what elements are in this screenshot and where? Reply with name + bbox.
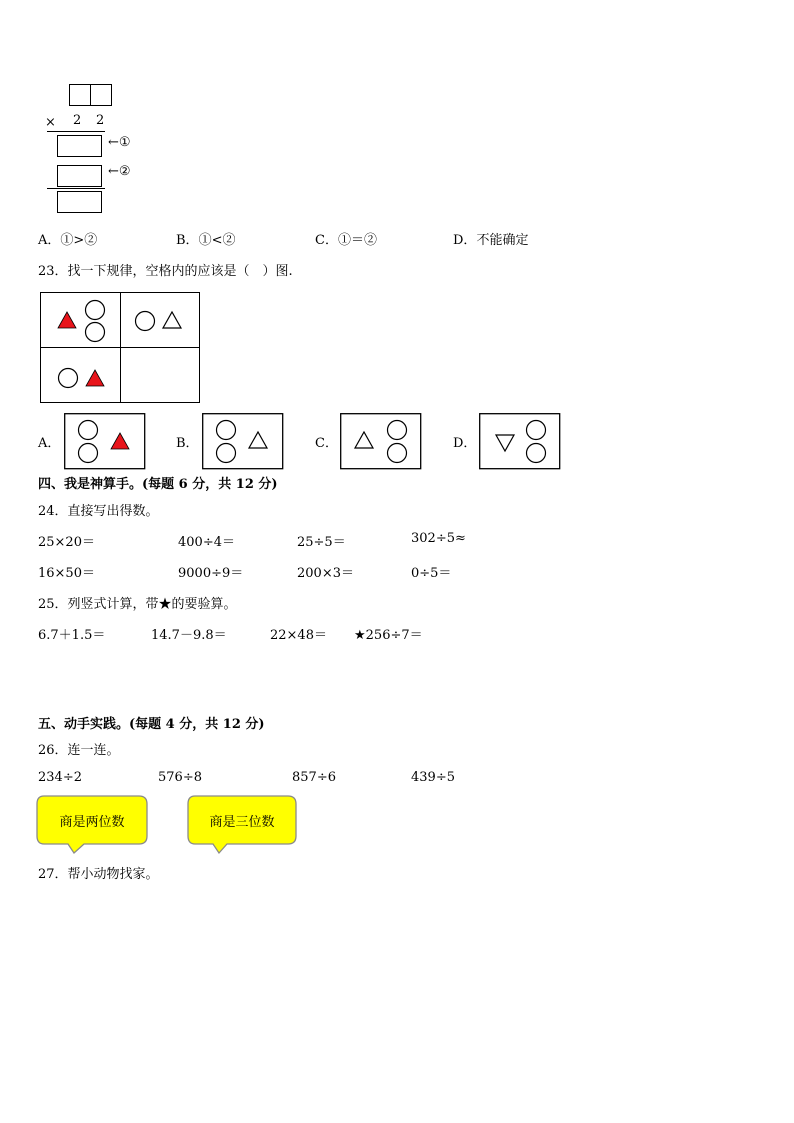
q24-item: 200×3＝ xyxy=(297,566,354,581)
option-letter: C． xyxy=(315,233,338,248)
bubble-two-digit-label: 商是两位数 xyxy=(59,814,125,830)
q24-item: 400÷4＝ xyxy=(178,535,235,550)
partial-product-box-2 xyxy=(57,165,102,187)
option-text: 不能确定 xyxy=(476,233,529,248)
q22-option-a xyxy=(38,229,97,248)
circle-icon xyxy=(388,421,407,440)
q25-item: 22×48＝ xyxy=(270,628,327,643)
option-text: ①＝② xyxy=(337,233,377,248)
red-triangle-icon xyxy=(86,370,104,386)
q23-question: 23．找一下规律，空格内的应该是（ ）图. xyxy=(38,264,293,279)
q22-option-c xyxy=(315,229,377,248)
option-text: ①<② xyxy=(198,233,236,248)
q24-item: 9000÷9＝ xyxy=(178,566,244,581)
q22-option-d xyxy=(453,229,528,248)
q24-item: 0÷5＝ xyxy=(411,566,452,581)
circle-icon xyxy=(79,444,98,463)
circle-icon xyxy=(388,444,407,463)
q23-option-c-letter: C． xyxy=(315,436,338,451)
q23-option-d-figure xyxy=(479,413,561,470)
times-sign: × xyxy=(45,115,56,130)
q25-item: 14.7－9.8＝ xyxy=(151,628,227,643)
q26-item: 576÷8 xyxy=(158,770,202,785)
triangle-icon xyxy=(163,312,181,328)
q26-item: 439÷5 xyxy=(411,770,455,785)
option-letter: D． xyxy=(453,233,477,248)
q24-item: 25÷5＝ xyxy=(297,535,346,550)
partial-product-box-1 xyxy=(57,135,102,157)
top-digit-box-1 xyxy=(69,84,91,106)
circle-icon xyxy=(79,421,98,440)
multiplier-digit-2: 2 xyxy=(96,113,105,128)
section-4-title: 四、我是神算手。(每题 6 分，共 12 分) xyxy=(38,477,278,492)
circle-icon xyxy=(86,323,105,342)
q23-option-b-letter: B． xyxy=(176,436,199,451)
q23-option-d-letter: D． xyxy=(453,436,477,451)
q24-item: 302÷5≈ xyxy=(411,531,466,546)
option-text: ①>② xyxy=(60,233,98,248)
q25-question: 25．列竖式计算，带★的要验算。 xyxy=(38,597,237,612)
top-digit-box-2 xyxy=(90,84,112,106)
multiplier-digit-1: 2 xyxy=(73,113,82,128)
option-letter: B． xyxy=(176,233,199,248)
triangle-icon xyxy=(249,432,267,448)
red-triangle-icon xyxy=(58,312,76,328)
q24-item: 25×20＝ xyxy=(38,535,95,550)
bubble-three-digit-label: 商是三位数 xyxy=(209,814,275,830)
q23-option-a-letter: A． xyxy=(38,436,61,451)
q26-item: 234÷2 xyxy=(38,770,82,785)
rule-line-2 xyxy=(47,188,105,189)
circle-icon xyxy=(527,444,546,463)
q25-item: ★256÷7＝ xyxy=(354,628,423,643)
q24-question: 24．直接写出得数。 xyxy=(38,504,159,519)
circle-icon xyxy=(59,369,78,388)
inverted-triangle-icon xyxy=(496,435,514,451)
q25-item: 6.7＋1.5＝ xyxy=(38,628,106,643)
arrow-label-1: ←① xyxy=(108,135,131,150)
red-triangle-icon xyxy=(111,433,129,449)
q23-option-b-figure xyxy=(202,413,284,470)
circle-icon xyxy=(217,421,236,440)
q22-option-b xyxy=(176,229,235,248)
q23-option-c-figure xyxy=(340,413,422,470)
circle-icon xyxy=(217,444,236,463)
triangle-icon xyxy=(355,432,373,448)
rule-line-1 xyxy=(47,131,105,132)
circle-icon xyxy=(86,301,105,320)
q23-option-a-figure xyxy=(64,413,146,470)
product-box xyxy=(57,191,102,213)
arrow-label-2: ←② xyxy=(108,164,131,179)
section-5-title: 五、动手实践。(每题 4 分，共 12 分) xyxy=(38,717,265,732)
q26-item: 857÷6 xyxy=(292,770,336,785)
pattern-grid-shapes xyxy=(40,292,200,403)
q26-question: 26．连一连。 xyxy=(38,743,120,758)
circle-icon xyxy=(136,312,155,331)
q27-question: 27．帮小动物找家。 xyxy=(38,867,159,882)
circle-icon xyxy=(527,421,546,440)
q24-item: 16×50＝ xyxy=(38,566,95,581)
option-letter: A． xyxy=(38,233,61,248)
